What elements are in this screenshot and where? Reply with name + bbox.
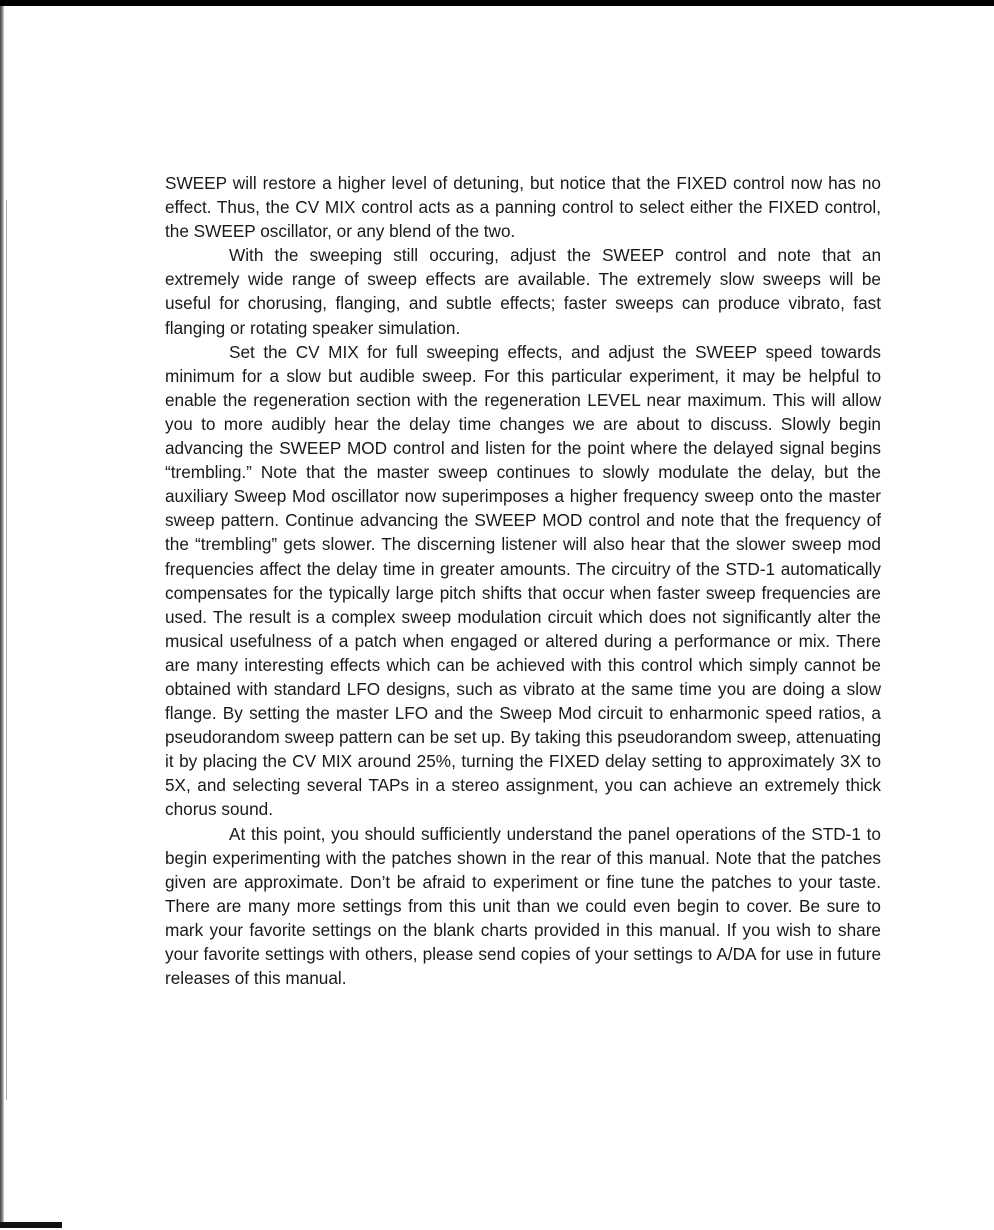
paragraph-sweep-effects: With the sweeping still occuring, adjust the SWEEP control and note that an extremely wide range of sweep effects are available. The extremely slow sweeps will be useful for chorusing, flanging, and subtle effects; faster sweeps can produce vibrato, fast flanging or rotating speaker simulation. [165,245,881,338]
page-left-edge-line [6,200,7,1100]
paragraph-sweep-mod: Set the CV MIX for full sweeping effects, and adjust the SWEEP speed towards minimum for a slow but audible sweep. For this particular experiment, it may be helpful to enable the regeneration section with the regeneration LEVEL near maximum. This will allow you to more audibly hear the delay time changes we are about to discuss. Slowly begin advancing the SWEEP MOD control and listen for the point where the delayed signal begins “trembling.” Note that the master sweep continues to slowly modulate the delay, but the auxiliary Sweep Mod oscillator now superimposes a higher frequency sweep onto the master sweep pattern. Continue advancing the SWEEP MOD control and note that the frequency of the “trembling” gets slower. The discerning listener will also hear that the slower sweep mod frequencies affect the delay time in greater amounts. The circuitry of the STD-1 automatically compensates for the typically large pitch shifts that occur when faster sweep frequencies are used. The result is a complex sweep modulation circuit which does not significantly alter the musical usefulness of a patch when engaged or altered during a performance or mix. There are many interesting effects which can be achieved with this control which simply cannot be obtained with standard LFO designs, such as vibrato at the same time you are doing a slow flange. By setting the master LFO and the Sweep Mod circuit to enharmonic speed ratios, a pseudorandom sweep pattern can be set up. By taking this pseudorandom sweep, attenuating it by placing the CV MIX around 25%, turning the FIXED delay setting to approximately 3X to 5X, and selecting several TAPs in a stereo assignment, you can achieve an extremely thick chorus sound. [165,341,881,820]
page-bottom-mark [0,1222,62,1228]
page-top-border [0,0,994,6]
paragraph-sweep-restore: SWEEP will restore a higher level of detuning, but notice that the FIXED control now has no effect. Thus, the CV MIX control acts as a panning control to select either the FIXED control, the SWEEP oscillator, or any blend of the two. [165,173,881,242]
manual-page-body [165,171,881,990]
page-left-edge [0,6,4,1226]
paragraph-experimenting: At this point, you should sufficiently understand the panel operations of the STD-1 to begin experimenting with the patches shown in the rear of this manual. Note that the patches given are approximate. Don’t be afraid to experiment or fine tune the patches to your taste. There are many more settings from this unit than we could even begin to cover. Be sure to mark your favorite settings on the blank charts provided in this manual. If you wish to share your favorite settings with others, please send copies of your settings to A/DA for use in future releases of this manual. [165,823,881,989]
